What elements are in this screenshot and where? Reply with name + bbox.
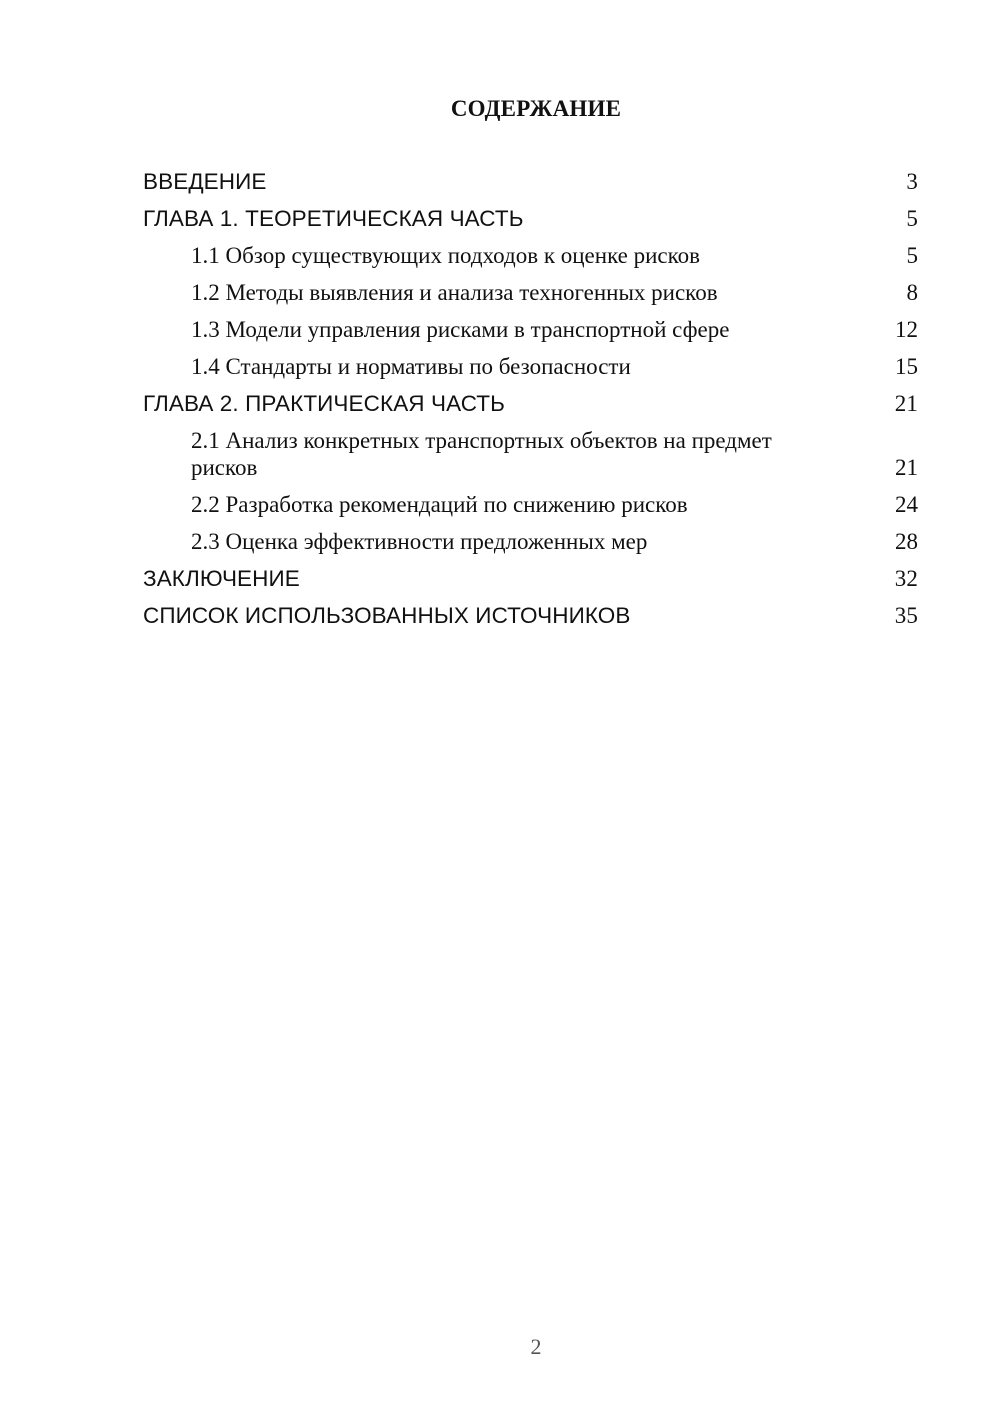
- toc-entry-page: 35: [894, 603, 918, 628]
- toc-entry-section-1-1[interactable]: [143, 242, 918, 269]
- toc-entry-page: 12: [895, 317, 918, 342]
- toc-entry-page: 5: [906, 243, 918, 268]
- toc-entry-page: 3: [906, 169, 918, 194]
- toc-entry-page: 21: [894, 391, 918, 416]
- toc-entry-section-1-4[interactable]: [143, 353, 918, 380]
- toc-entry-title: 2.2 Разработка рекомендаций по снижению рисков: [191, 492, 688, 517]
- toc-entry-title: 1.1 Обзор существующих подходов к оценке рисков: [191, 243, 701, 268]
- toc-entry-title: 1.2 Методы выявления и анализа техногенных рисков: [191, 280, 718, 305]
- page-title: СОДЕРЖАНИЕ: [450, 96, 622, 121]
- toc-entry-section-2-3[interactable]: [143, 528, 918, 555]
- toc-entry-title: СПИСОК ИСПОЛЬЗОВАННЫХ ИСТОЧНИКОВ: [143, 603, 631, 628]
- toc-entry-introduction[interactable]: [143, 168, 918, 195]
- toc-entry-title: ЗАКЛЮЧЕНИЕ: [143, 566, 300, 591]
- toc-entry-section-2-1[interactable]: [143, 427, 918, 481]
- toc-entry-title: 1.3 Модели управления рисками в транспортной сфере: [191, 317, 730, 342]
- toc-entry-title: ГЛАВА 1. ТЕОРЕТИЧЕСКАЯ ЧАСТЬ: [143, 206, 524, 231]
- table-of-contents: [143, 168, 918, 629]
- toc-entry-title: 2.3 Оценка эффективности предложенных мер: [191, 529, 648, 554]
- toc-entry-page: 8: [906, 280, 918, 305]
- toc-entry-references[interactable]: [143, 602, 918, 629]
- toc-entry-section-1-3[interactable]: [143, 316, 918, 343]
- toc-entry-page: 5: [906, 206, 918, 231]
- toc-entry-chapter-2[interactable]: [143, 390, 918, 417]
- toc-entry-title: 2.1 Анализ конкретных транспортных объектов на предмет рисков: [191, 428, 772, 480]
- toc-entry-page: 24: [895, 492, 918, 517]
- toc-entry-page: 28: [895, 529, 918, 554]
- page-number: 2: [530, 1334, 542, 1359]
- toc-entry-title: ВВЕДЕНИЕ: [143, 169, 267, 194]
- toc-entry-page: 15: [895, 354, 918, 379]
- toc-entry-section-1-2[interactable]: [143, 279, 918, 306]
- toc-entry-page: 32: [894, 566, 918, 591]
- toc-entry-title: ГЛАВА 2. ПРАКТИЧЕСКАЯ ЧАСТЬ: [143, 391, 506, 416]
- toc-entry-conclusion[interactable]: [143, 565, 918, 592]
- toc-entry-title: 1.4 Стандарты и нормативы по безопасности: [191, 354, 631, 379]
- toc-entry-chapter-1[interactable]: [143, 205, 918, 232]
- toc-entry-section-2-2[interactable]: [143, 491, 918, 518]
- toc-entry-page: 21: [895, 455, 918, 480]
